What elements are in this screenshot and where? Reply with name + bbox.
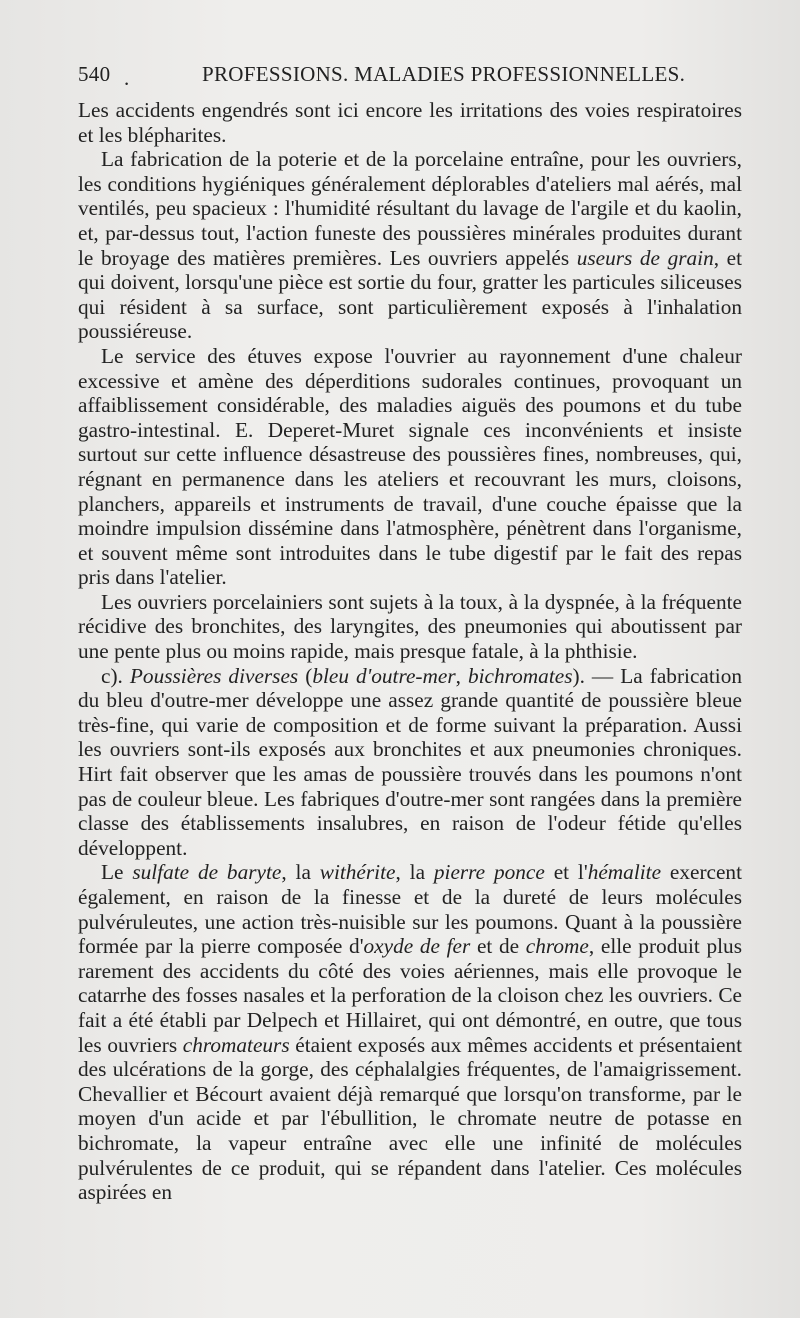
paragraph <box>78 98 742 147</box>
italic-text: bichromates <box>467 663 573 688</box>
paragraph <box>78 344 742 590</box>
italic-text: hémalite <box>587 860 662 885</box>
italic-text: sulfate de baryte <box>132 860 282 885</box>
italic-text: bleu d'outre-mer <box>312 663 456 688</box>
stray-mark: . <box>124 66 130 90</box>
text-run: , elle produit plus rarement des accidents du côté des voies aériennes, mais elle provoque le catarrhe des fosses nasales et la perforation de la cloison chez les ouvriers. Ce fait a été établi par Delpech et Hillairet, qui ont démontré, en outre, que tous les ouvriers <box>78 934 742 1057</box>
text-run: exercent également, en raison de la finesse et de la dureté de leurs molécules pulvéruleutes, une action très-nuisible sur les poumons. Quant à la poussière formée par la pierre composée d' <box>78 860 743 959</box>
text-run: ( <box>298 663 313 688</box>
italic-text: useurs de grain <box>576 245 714 270</box>
italic-text: oxyde de fer <box>363 934 471 959</box>
italic-text: Poussières diverses <box>129 663 299 688</box>
italic-text: pierre ponce <box>433 860 545 885</box>
text-run: Les ouvriers porcelainiers sont sujets à la toux, à la dyspnée, à la fréquente récidive des bronchites, des laryngites, des pneumonies qui aboutissent par une pente plus ou moins rapide, mais presque fatale, à la phthisie. <box>78 589 742 664</box>
text-run: Les accidents engendrés sont ici encore les irritations des voies respiratoires et les blépharites. <box>78 98 742 147</box>
paragraph <box>78 147 742 344</box>
paragraph <box>78 664 742 861</box>
text-run: étaient exposés aux mêmes accidents et présentaient des ulcérations de la gorge, des céphalalgies fréquentes, de l'amaigrissement. Chevallier et Bécourt avaient déjà remarqué que lorsqu'on transforme, par le moyen d'un acide et par l'ébullition, le chromate neutre de potasse en bichromate, la vapeur entraîne avec elle une infinité de molécules pulvérulentes de ce produit, qui se répandent dans l'atelier. Ces molécules aspirées en <box>78 1032 742 1205</box>
text-run: et de <box>470 934 526 959</box>
text-run: ). — La fabrication du bleu d'outre-mer développe une assez grande quantité de poussière bleue très-fine, qui varie de composition et de forme suivant la préparation. Aussi les ouvriers sont-ils exposés aux bronchites et aux pneumonies chroniques. Hirt fait observer que les amas de poussière trouvés dans les poumons n'ont pas de couleur bleue. Les fabriques d'outre-mer sont rangées dans la première classe des établissements insalubres, en raison de l'odeur fétide qu'elles développent. <box>78 663 742 860</box>
text-run: et l' <box>544 860 588 885</box>
page-body <box>78 98 742 1205</box>
text-run: , la <box>395 860 434 885</box>
italic-text: chromateurs <box>182 1032 290 1057</box>
text-run: Le <box>101 860 133 885</box>
text-run: Le service des étuves expose l'ouvrier au rayonnement d'une chaleur excessive et amène des déperditions sudorales continues, provoquant un affaiblissement considérable, des maladies aiguës des poumons et du tube gastro-intestinal. E. Deperet-Muret signale ces inconvénients et insiste surtout sur cette influence désastreuse des poussières fines, nombreuses, qui, régnant en permanence dans les ateliers et recouvrant les murs, cloisons, planchers, appareils et instruments de travail, d'une couche épaisse que la moindre impulsion dissémine dans l'atmosphère, pénètrent dans l'organisme, et souvent même sont introduites dans le tube digestif par le fait des repas pris dans l'atelier. <box>78 343 742 590</box>
page-number: 540 <box>78 62 111 86</box>
running-title: PROFESSIONS. MALADIES PROFESSIONNELLES. <box>202 62 686 86</box>
text-run: , la <box>281 860 320 885</box>
text-run: , et qui doivent, lorsqu'une pièce est sortie du four, gratter les particules siliceuses qui résident à sa surface, sont particulièrement exposés à l'inhalation poussiéreuse. <box>78 245 742 344</box>
text-run: , <box>455 663 468 688</box>
italic-text: chrome <box>525 934 589 959</box>
paragraph <box>78 860 742 1204</box>
text-run: La fabrication de la poterie et de la porcelaine entraîne, pour les ouvriers, les conditions hygiéniques généralement déplorables d'ateliers mal aérés, mal ventilés, peu spacieux : l'humidité résultant du lavage de l'argile et du kaolin, et, par-dessus tout, l'action funeste des poussières minérales produites durant le broyage des matières premières. Les ouvriers appelés <box>78 147 742 270</box>
paragraph <box>78 590 742 664</box>
text-run: c). <box>101 663 130 688</box>
italic-text: withérite <box>319 860 396 885</box>
